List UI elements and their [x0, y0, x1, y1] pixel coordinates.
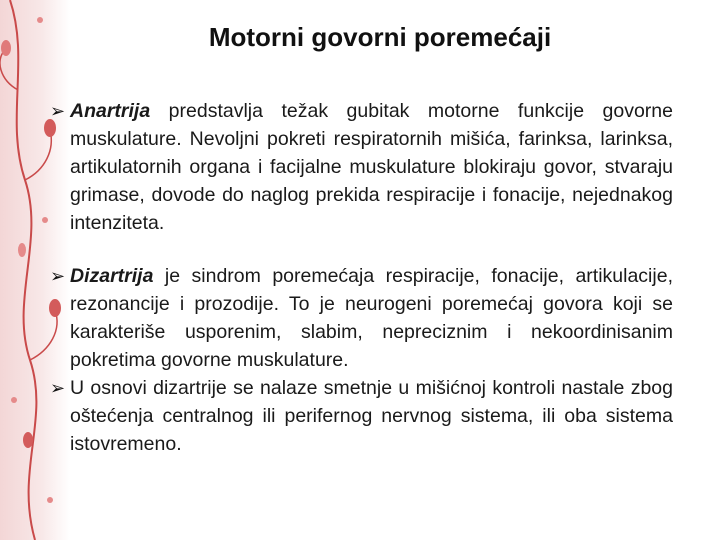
slide-title: Motorni govorni poremećaji	[208, 22, 552, 52]
arrow-bullet-icon: ➢	[50, 101, 66, 121]
term-anartrija: Anartrija	[70, 100, 151, 122]
bullet-anartrija	[50, 97, 673, 237]
arrow-bullet-icon: ➢	[50, 378, 66, 398]
slide-content	[50, 97, 673, 458]
definition-uzroci: U osnovi dizartrije se nalaze smetnje u mišićnoj kontroli nastale zbog oštećenja centralnog ili perifernog nervnog sistema, ili oba sistema istovremeno.	[70, 377, 673, 455]
definition-dizartrija: je sindrom poremećaja respiracije, fonacije, artikulacije, rezonancije i prozodije. To je neurogeni poremećaj govora koji se karakteriše usporenim, slabim, nepreciznim i nekoordinisanim pokretima govorne muskulature.	[70, 265, 673, 371]
bullet-dizartrija	[50, 262, 673, 374]
bullet-uzroci	[50, 374, 673, 458]
definition-anartrija: predstavlja težak gubitak motorne funkcije govorne muskulature. Nevoljni pokreti respiratornih mišića, farinksa, larinksa, artikulatornih organa i facijalne muskulature blokiraju govor, stvaraju grimase, dovode do naglog prekida respiracije i fonacije, nejednakog intenziteta.	[70, 100, 673, 234]
arrow-bullet-icon: ➢	[50, 266, 66, 286]
term-dizartrija: Dizartrija	[70, 265, 154, 287]
